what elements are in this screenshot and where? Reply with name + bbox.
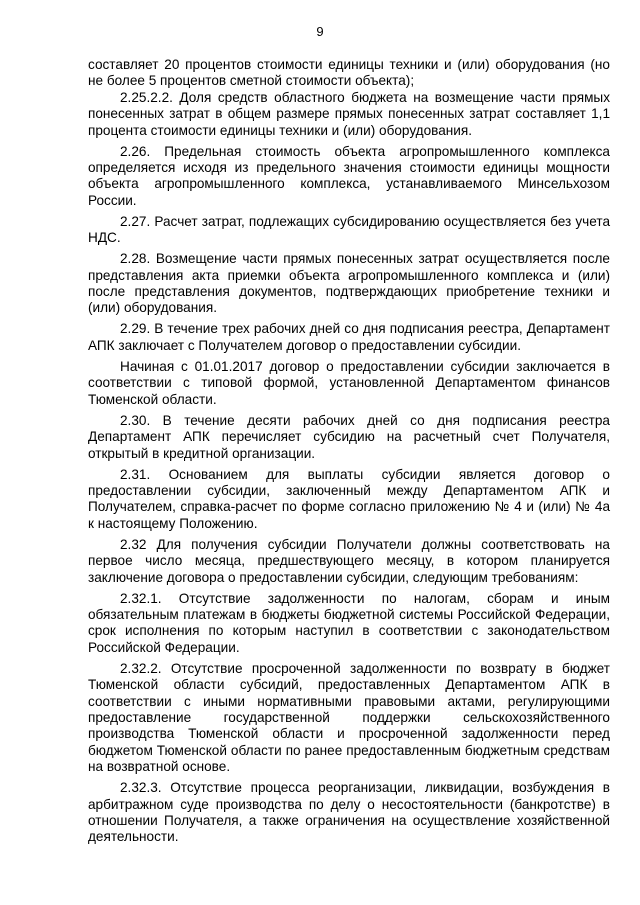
paragraph-2-32-3: 2.32.3. Отсутствие процесса реорганизации, ликвидации, возбуждения в арбитражном суде производства по делу о несостоятельности (банкротстве) в отношении Получателя, а также ограничения на осуществление хозяйственной деятельности. [88,780,610,845]
paragraph-contract-form: Начиная с 01.01.2017 договор о предоставлении субсидии заключается в соответствии с типовой формой, установленной Департаментом финансов Тюменской области. [88,358,610,407]
paragraph-2-31: 2.31. Основанием для выплаты субсидии является договор о предоставлении субсидии, заключенный между Департаментом АПК и Получателем, справка-расчет по форме согласно приложению № 4 и (или) № 4а к настоящему Положению. [88,466,610,531]
paragraph-2-30: 2.30. В течение десяти рабочих дней со дня подписания реестра Департамент АПК перечисляет субсидию на расчетный счет Получателя, открытый в кредитной организации. [88,412,610,461]
document-body [88,57,610,850]
paragraph-2-28: 2.28. Возмещение части прямых понесенных затрат осуществляется после представления акта приемки объекта агропромышленного комплекса и (или) после представления документов, подтверждающих приобретение техники и (или) оборудования. [88,251,610,316]
paragraph-2-29: 2.29. В течение трех рабочих дней со дня подписания реестра, Департамент АПК заключает с Получателем договор о предоставлении субсидии. [88,321,610,353]
paragraph-2-32-1: 2.32.1. Отсутствие задолженности по налогам, сборам и иным обязательным платежам в бюджеты бюджетной системы Российской Федерации, срок исполнения по которым наступил в соответствии с законодательством Российской Федерации. [88,590,610,655]
paragraph-2-32: 2.32 Для получения субсидии Получатели должны соответствовать на первое число месяца, предшествующего месяцу, в котором планируется заключение договора о предоставлении субсидии, следующим требованиям: [88,536,610,585]
paragraph-2-27: 2.27. Расчет затрат, подлежащих субсидированию осуществляется без учета НДС. [88,213,610,246]
paragraph-2-26: 2.26. Предельная стоимость объекта агропромышленного комплекса определяется исходя из предельного значения стоимости единицы мощности объекта агропромышленного комплекса, устанавливаемого Минсельхозом России. [88,143,610,208]
page-number: 9 [316,24,324,39]
paragraph-continuation: составляет 20 процентов стоимости единицы техники и (или) оборудования (но не более 5 процентов сметной стоимости объекта); [88,57,610,89]
paragraph-2-25-2-2: 2.25.2.2. Доля средств областного бюджета на возмещение части прямых понесенных затрат в общем размере прямых понесенных затрат составляет 1,1 процента стоимости единицы техники и (или) оборудования. [88,89,610,138]
paragraph-2-32-2: 2.32.2. Отсутствие просроченной задолженности по возврату в бюджет Тюменской области субсидий, предоставленных Департаментом АПК в соответствии с иными нормативными правовыми актами, регулирующими предоставление государственной поддержки сельскохозяйственного производства Тюменской области и просроченной задолженности перед бюджетом Тюменской области по ранее предоставленным бюджетным средствам на возвратной основе. [88,660,610,775]
